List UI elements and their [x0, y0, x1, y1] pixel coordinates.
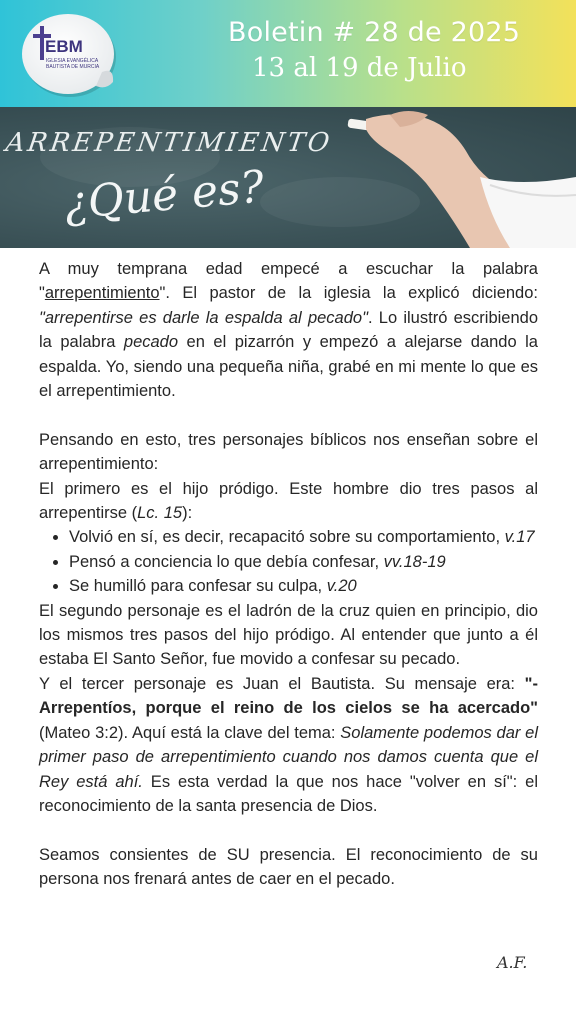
bulletin-title: Boletin # 28 de 2025 [228, 17, 521, 48]
text-run: . Lo ilustró escribiendo la palabra [39, 308, 538, 352]
text-run: Y el tercer personaje es Juan el Bautista. Su mensaje era: [39, 674, 525, 693]
list-item-text: Pensó a conciencia lo que debía confesar, [69, 552, 384, 571]
text-run: (Mateo 3:2). Aquí está la clave del tema: [39, 723, 341, 742]
list-item [69, 525, 538, 549]
hand-with-chalk-icon [330, 107, 576, 248]
scripture-ref: v.20 [326, 577, 357, 596]
author-signature: A.F. [497, 953, 528, 972]
list-item [69, 574, 538, 598]
steps-list [39, 525, 538, 598]
paragraph-2: Pensando en esto, tres personajes bíblicos nos enseñan sobre el arrepentimiento: [39, 430, 538, 474]
list-item [69, 550, 538, 574]
paragraph-5 [39, 672, 538, 818]
header-banner [0, 0, 576, 107]
chalk-question: ¿Qué es? [62, 161, 267, 230]
text-run: ". El pastor de la iglesia la explicó diciendo: [159, 284, 538, 303]
scripture-ref: Lc. 15 [137, 504, 183, 523]
text-run: A muy temprana edad empecé a escuchar la palabra " [39, 260, 538, 303]
paragraph-1 [39, 257, 538, 403]
quote-italic: "arrepentirse es darle la espalda al pecado" [39, 308, 368, 327]
text-run: El primero es el hijo pródigo. Este hombre dio tres pasos al arrepentirse ( [39, 479, 538, 523]
quote-bold: "-Arrepentíos, porque el reino de los cielos se ha acercado" [39, 674, 538, 718]
logo-line-2: BAUTISTA DE MURCIA [46, 64, 100, 70]
logo-abbr: EBM [45, 37, 83, 56]
article-body [39, 257, 538, 892]
list-item-text: Volvió en sí, es decir, recapacitó sobre su comportamiento, [69, 528, 505, 547]
paragraph-3 [39, 477, 538, 526]
scripture-ref: vv.18-19 [383, 552, 446, 571]
paragraph-4: El segundo personaje es el ladrón de la cruz quien en principio, dio los mismos tres pasos del hijo pródigo. Al entender que junto a él estaba El Santo Señor, fue movido a confesar su pecado. [39, 601, 538, 669]
paragraph-6: Seamos consientes de SU presencia. El reconocimiento de su persona nos frenará antes de caer en el pecado. [39, 845, 538, 889]
key-italic: Solamente podemos dar el primer paso de arrepentimiento cuando nos damos cuenta que el Rey está ahí. [39, 723, 538, 791]
spacer [39, 818, 538, 842]
scripture-ref: v.17 [504, 528, 535, 547]
text-run: ): [182, 504, 193, 523]
church-logo [18, 12, 118, 98]
keyword-underlined: arrepentimiento [44, 284, 160, 303]
bulletin-dates: 13 al 19 de Julio [252, 53, 467, 83]
logo-line-1: IGLESIA EVANGÉLICA [46, 58, 99, 64]
list-item-text: Se humilló para confesar su culpa, [69, 577, 327, 596]
spacer [39, 403, 538, 427]
text-run: en el pizarrón y empezó a alejarse dando la espalda. Yo, siendo una pequeña niña, grabé en mi mente lo que es el arrepentimiento. [39, 333, 538, 401]
text-run: Es esta verdad la que nos hace "volver en sí": el reconocimiento de la santa presencia de Dios. [39, 772, 538, 815]
chalk-word: ARREPENTIMIENTO [3, 128, 335, 158]
word-italic: pecado [123, 333, 179, 352]
